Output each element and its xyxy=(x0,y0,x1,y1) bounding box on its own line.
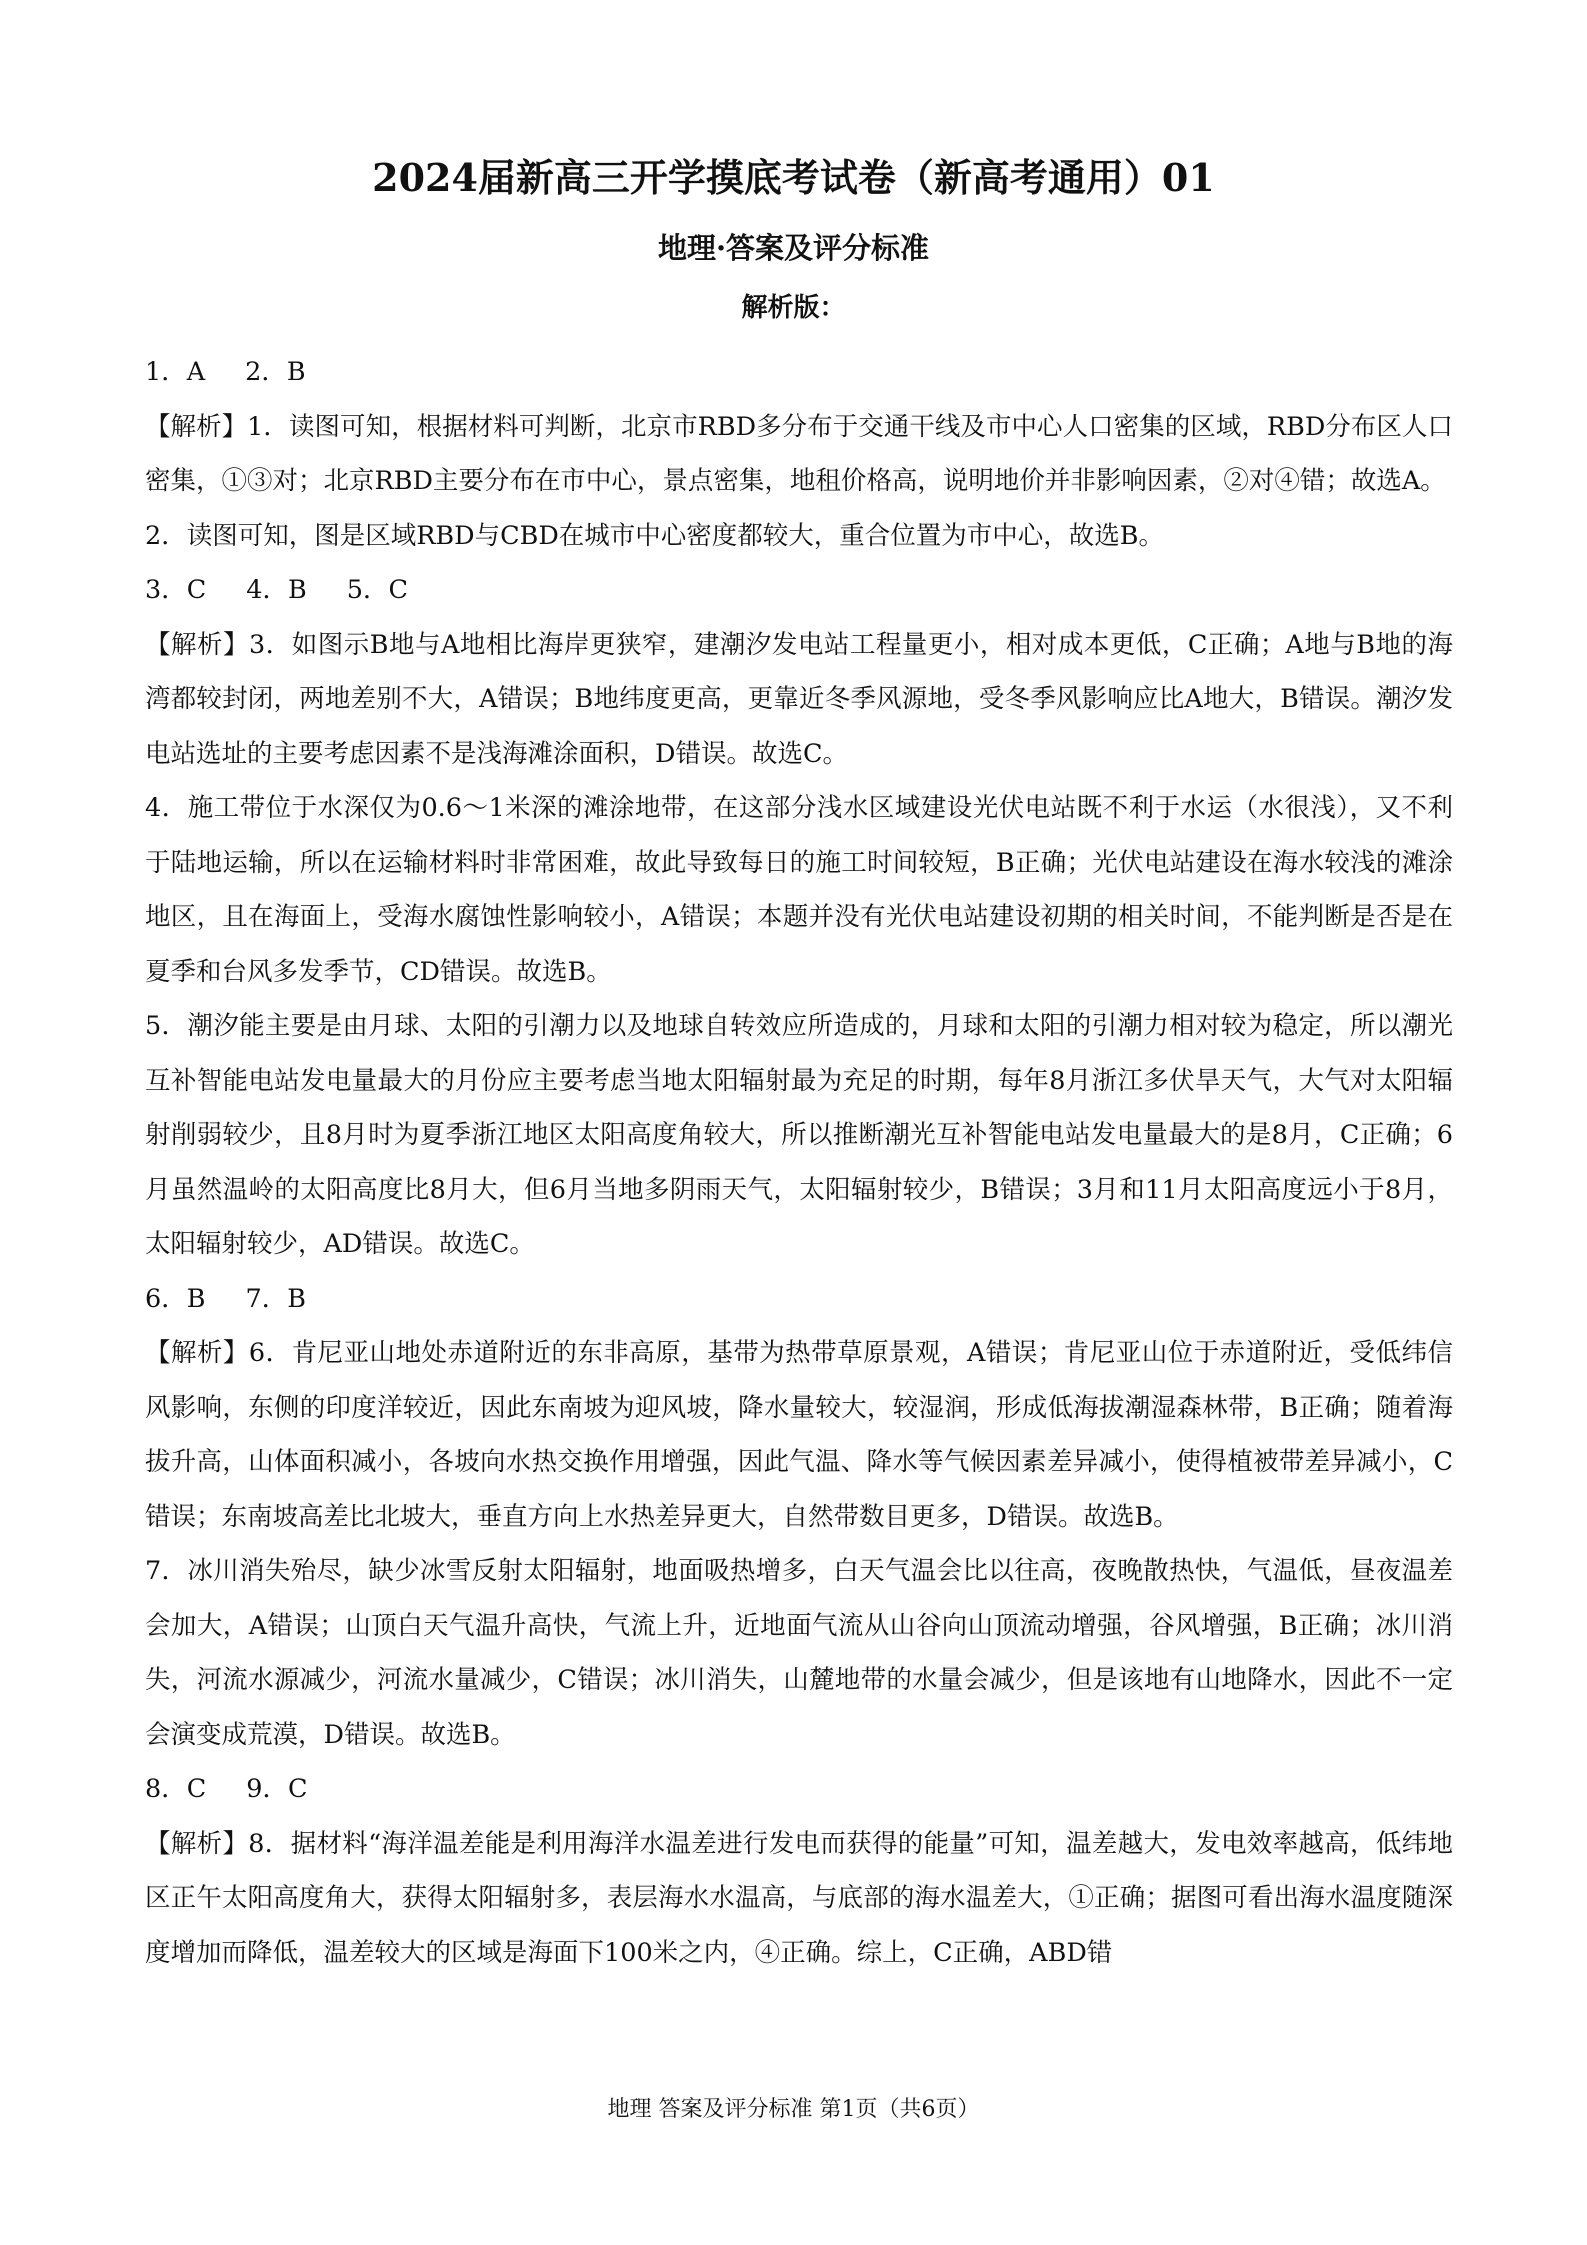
answer-item: 6．B xyxy=(145,1283,206,1314)
explanation-paragraph: 【解析】8．据材料“海洋温差能是利用海洋水温差进行发电而获得的能量”可知，温差越大，发电效率越高，低纬地区正午太阳高度角大，获得太阳辐射多，表层海水水温高，与底部的海水温差大，①正确；据图可看出海水温度随深度增加而降低，温差较大的区域是海面下100米之内，④正确。综上，C正确，ABD错 xyxy=(145,1828,1453,1968)
page-title: 2024届新高三开学摸底考试卷（新高考通用）01 xyxy=(372,155,1215,200)
answer-content xyxy=(145,345,1453,1980)
answer-item: 3．C xyxy=(145,575,207,605)
answer-item: 2．B xyxy=(245,357,306,387)
answer-item: 1．A xyxy=(145,357,206,387)
page-footer: 地理 答案及评分标准 第1页（共6页） xyxy=(607,2097,980,2122)
page-subtitle: 地理·答案及评分标准 xyxy=(657,231,930,265)
explanation-paragraph: 4．施工带位于水深仅为0.6～1米深的滩涂地带，在这部分浅水区域建设光伏电站既不利于水运（水很浅），又不利于陆地运输，所以在运输材料时非常困难，故此导致每日的施工时间较短，B正确；光伏电站建设在海水较浅的滩涂地区，且在海面上，受海水腐蚀性影响较小，A错误；本题并没有光伏电站建设初期的相关时间，不能判断是否是在夏季和台风多发季节，CD错误。故选B。 xyxy=(145,793,1453,987)
answer-item: 8．C xyxy=(145,1774,207,1804)
explanation-paragraph: 【解析】6．肯尼亚山地处赤道附近的东非高原，基带为热带草原景观，A错误；肯尼亚山位于赤道附近，受低纬信风影响，东侧的印度洋较近，因此东南坡为迎风坡，降水量较大，较湿润，形成低海拔潮湿森林带，B正确；随着海拔升高，山体面积减小，各坡向水热交换作用增强，因此气温、降水等气候因素差异减小，使得植被带差异减小，C错误；东南坡高差比北坡大，垂直方向上水热差异更大，自然带数目更多，D错误。故选B。 xyxy=(145,1338,1453,1532)
answer-item: 4．B xyxy=(246,575,307,605)
explanation-paragraph: 【解析】1．读图可知，根据材料可判断，北京市RBD多分布于交通干线及市中心人口密集的区域，RBD分布区人口密集，①③对；北京RBD主要分布在市中心，景点密集，地租价格高，说明地价并非影响因素，②对④错；故选A。 xyxy=(145,411,1453,496)
explanation-paragraph: 【解析】3．如图示B地与A地相比海岸更狭窄，建潮汐发电站工程量更小，相对成本更低，C正确；A地与B地的海湾都较封闭，两地差别不大，A错误；B地纬度更高，更靠近冬季风源地，受冬季风影响应比A地大，B错误。潮汐发电站选址的主要考虑因素不是浅海滩涂面积，D错误。故选C。 xyxy=(145,629,1453,769)
answer-item: 7．B xyxy=(245,1283,306,1314)
answer-line xyxy=(145,563,1453,618)
answer-item: 5．C xyxy=(346,575,408,605)
explanation-paragraph: 5．潮汐能主要是由月球、太阳的引潮力以及地球自转效应所造成的，月球和太阳的引潮力相对较为稳定，所以潮光互补智能电站发电量最大的月份应主要考虑当地太阳辐射最为充足的时期，每年8月浙江多伏旱天气，大气对太阳辐射削弱较少，且8月时为夏季浙江地区太阳高度角较大，所以推断潮光互补智能电站发电量最大的是8月，C正确；6月虽然温岭的太阳高度比8月大，但6月当地多阴雨天气，太阳辐射较少，B错误；3月和11月太阳高度远小于8月，太阳辐射较少，AD错误。故选C。 xyxy=(145,1011,1453,1259)
answer-line xyxy=(145,345,1453,400)
explanation-paragraph: 2．读图可知，图是区域RBD与CBD在城市中心密度都较大，重合位置为市中心，故选B。 xyxy=(145,520,1165,551)
explanation-paragraph: 7．冰川消失殆尽，缺少冰雪反射太阳辐射，地面吸热增多，白天气温会比以往高，夜晚散热快，气温低，昼夜温差会加大，A错误；山顶白天气温升高快，气流上升，近地面气流从山谷向山顶流动增强，谷风增强，B正确；冰川消失，河流水源减少，河流水量减少，C错误；冰川消失，山麓地带的水量会减少，但是该地有山地降水，因此不一定会演变成荒漠，D错误。故选B。 xyxy=(145,1556,1453,1750)
answer-item: 9．C xyxy=(246,1774,308,1804)
section-label: 解析版： xyxy=(741,293,846,323)
answer-line xyxy=(145,1762,1453,1817)
answer-line xyxy=(145,1272,1453,1327)
